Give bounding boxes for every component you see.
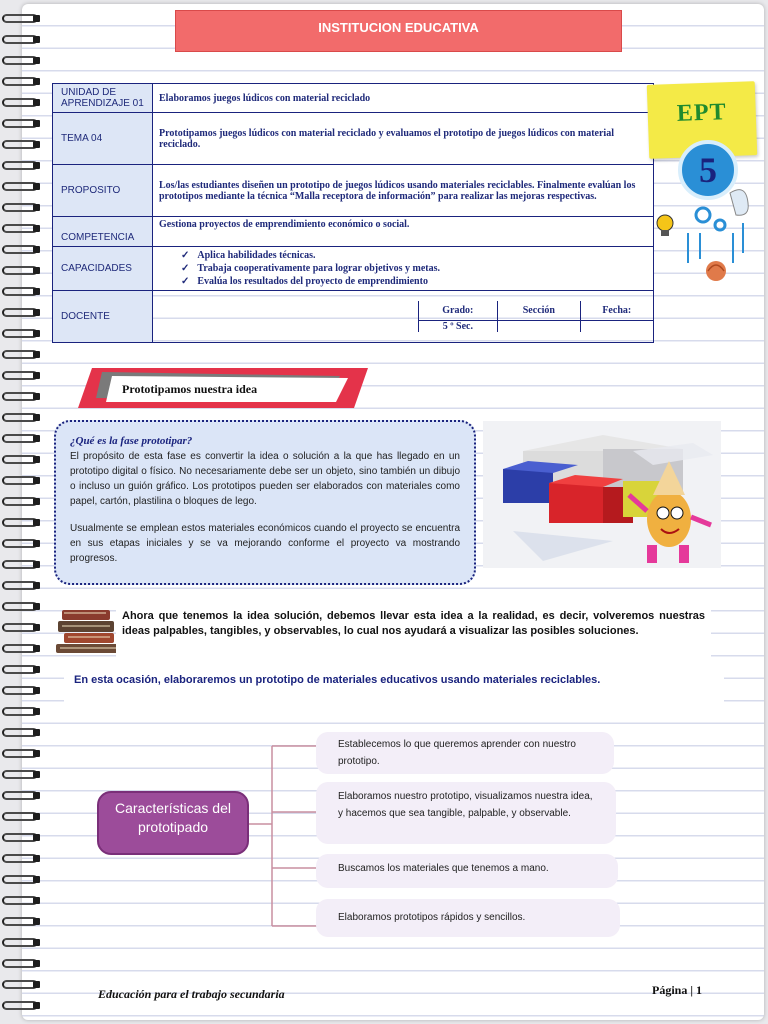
fecha-label: Fecha: [580,301,653,321]
spiral-ring [2,476,38,485]
spiral-ring [2,938,38,947]
intro-text: Ahora que tenemos la idea solución, debemos llevar esta idea a la realidad, es decir, volveremos nuestras ideas palpables, tangibles, y observables, lo cual nos ayudará a visualizar las posibles soluciones. [116,605,711,657]
info-table [52,83,654,343]
spiral-ring [2,1001,38,1010]
spiral-ring [2,182,38,191]
spiral-ring [2,644,38,653]
list-item: ✓ Trabaja cooperativamente para lograr objetivos y metas. [181,263,441,274]
competencia-value: Gestiona proyectos de emprendimiento económico o social. [153,217,654,247]
grado-table [153,301,653,333]
ept-badge [648,83,758,283]
spiral-ring [2,917,38,926]
list-item: ✓ Evalúa los resultados del proyecto de emprendimiento [181,276,428,287]
docente-value [153,291,654,343]
spiral-ring [2,140,38,149]
institution-title: INSTITUCION EDUCATIVA [318,20,479,35]
spiral-binding [0,0,44,1024]
spiral-ring [2,602,38,611]
spiral-ring [2,203,38,212]
spiral-ring [2,749,38,758]
spiral-ring [2,539,38,548]
seccion-label: Sección [498,301,580,321]
spiral-ring [2,392,38,401]
lego-blocks-image [483,421,721,568]
spiral-ring [2,371,38,380]
diagram-item: Establecemos lo que queremos aprender con nuestro prototipo. [316,732,614,774]
diagram-item: Buscamos los materiales que tenemos a mano. [316,854,618,888]
spiral-ring [2,854,38,863]
diagram-center-label: Características del prototipado [115,800,231,835]
spiral-ring [2,98,38,107]
unidad-value: Elaboramos juegos lúdicos con material reciclado [153,84,654,113]
spiral-ring [2,77,38,86]
footer-course: Educación para el trabajo secundaria [98,987,285,1001]
spiral-ring [2,581,38,590]
spiral-ring [2,14,38,23]
spiral-ring [2,959,38,968]
seccion-value [498,321,580,333]
spiral-ring [2,35,38,44]
list-item: ✓ Aplica habilidades técnicas. [181,250,316,261]
spiral-ring [2,161,38,170]
spiral-ring [2,833,38,842]
spiral-ring [2,434,38,443]
checkmark-icon: ✓ [181,263,190,274]
spiral-ring [2,287,38,296]
lego-illustration [483,421,721,568]
grade-circle: 5 [678,140,738,200]
grado-label: Grado: [418,301,498,321]
spiral-ring [2,245,38,254]
capacidades-list [159,249,647,288]
definition-paragraph-2: Usualmente se emplean estos materiales económicos cuando el proyecto se encuentra en sus etapas iniciales y se va mejorando conforme el proyecto va mostrando progresos. [70,523,460,564]
section-ribbon [78,368,368,408]
definition-question: ¿Qué es la fase prototipar? [70,435,193,447]
spiral-ring [2,770,38,779]
spiral-ring [2,518,38,527]
spiral-ring [2,686,38,695]
spiral-ring [2,896,38,905]
ept-sticky-note: EPT [647,81,758,159]
spiral-ring [2,56,38,65]
proposito-value: Los/las estudiantes diseñen un prototipo de juegos lúdicos usando materiales reciclables. Finalmente evalúan los prototipos mediante la técnica “Malla receptora de información” para realizar las mejoras respectivas. [153,165,654,217]
checkmark-icon: ✓ [181,250,190,261]
institution-header [175,10,622,52]
spiral-ring [2,413,38,422]
diagram-center-box [97,791,249,855]
spiral-ring [2,980,38,989]
tema-value: Prototipamos juegos lúdicos con material reciclado y evaluamos el prototipo de juegos lúdicos con material reciclado. [153,113,654,165]
footer-page-number: Página | 1 [652,983,702,997]
definition-panel [54,420,476,585]
unidad-label: UNIDAD DE APRENDIZAJE 01 [53,84,153,113]
books-icon [56,606,122,654]
checkmark-icon: ✓ [181,276,190,287]
spiral-ring [2,266,38,275]
spiral-ring [2,728,38,737]
spiral-ring [2,224,38,233]
competencia-label: COMPETENCIA [53,217,153,247]
docente-label: DOCENTE [53,291,153,343]
tema-label: TEMA 04 [53,113,153,165]
spiral-ring [2,308,38,317]
spiral-ring [2,560,38,569]
capacidades-value [153,247,654,291]
spiral-ring [2,350,38,359]
spiral-ring [2,812,38,821]
section-title: Prototipamos nuestra idea [122,382,258,396]
brain-icon [706,261,726,281]
diagram-item: Elaboramos prototipos rápidos y sencillos. [316,899,620,937]
spiral-ring [2,119,38,128]
spiral-ring [2,791,38,800]
spiral-ring [2,875,38,884]
proposito-label: PROPOSITO [53,165,153,217]
gear-icon [696,208,725,230]
capacidades-label: CAPACIDADES [53,247,153,291]
occasion-text: En esta ocasión, elaboraremos un prototipo de materiales educativos usando materiales reciclables. [64,668,724,716]
spiral-ring [2,707,38,716]
docente-name-cell [153,301,418,333]
spiral-ring [2,665,38,674]
grado-value: 5 º Sec. [418,321,498,333]
spiral-ring [2,329,38,338]
lightbulb-icon [657,215,673,236]
definition-paragraph-1: El propósito de esta fase es convertir la idea o solución a la que has llegado en un prototipo digital o físico. No necesariamente debe ser un objeto, sino también un dibujo o incluso un guión gráfico. Los prototipos pueden ser elaborados con materiales como papel, cartón, plastilina o bloques de lego. [70,451,460,507]
spiral-ring [2,623,38,632]
fecha-value [580,321,653,333]
diagram-item: Elaboramos nuestro prototipo, visualizamos nuestra idea, y hacemos que sea tangible, palpable, y observable. [316,782,616,844]
spiral-ring [2,455,38,464]
spiral-ring [2,497,38,506]
